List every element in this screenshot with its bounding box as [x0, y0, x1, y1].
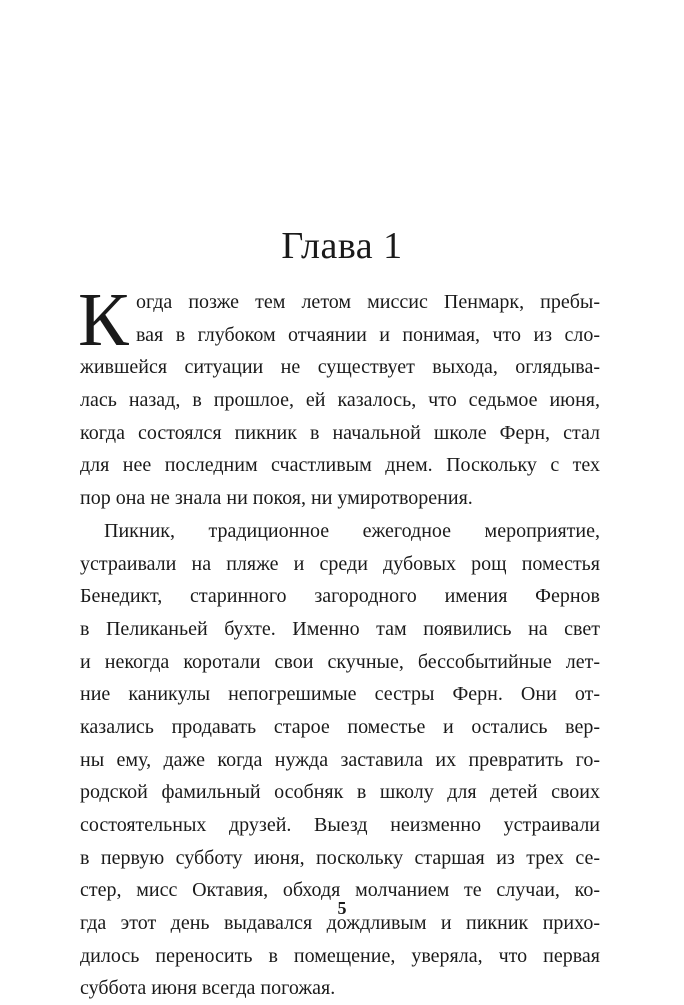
- text-line: вая в глубоком отчаянии и понимая, что из сло-: [136, 323, 600, 346]
- text-line: казались продавать старое поместье и остались вер-: [80, 715, 600, 738]
- text-line: дилось переносить в помещение, уверяла, что первая: [80, 944, 600, 967]
- text-line: суббота июня всегда погожая.: [80, 977, 336, 1000]
- text-line: для нее последним счастливым днем. Поскольку с тех: [80, 454, 600, 477]
- text-line: и некогда коротали свои скучные, бессобытийные лет-: [80, 650, 600, 673]
- text-line: ны ему, даже когда нужда заставила их превратить го-: [80, 748, 600, 771]
- text-line: устраивали на пляже и среди дубовых рощ поместья: [80, 552, 600, 575]
- text-line: родской фамильный особняк в школу для детей своих: [80, 781, 600, 804]
- paragraph-2: [80, 515, 600, 1005]
- text-line: ние каникулы непогрешимые сестры Ферн. Они от-: [80, 683, 600, 706]
- text-line: лась назад, в прошлое, ей казалось, что седьмое июня,: [80, 389, 600, 412]
- text-line: в первую субботу июня, поскольку старшая из трех се-: [80, 846, 600, 869]
- text-line: Бенедикт, старинного загородного имения Фернов: [80, 585, 600, 608]
- page-number: 5: [337, 898, 347, 918]
- text-line: состоятельных друзей. Выезд неизменно устраивали: [80, 814, 600, 836]
- text-line: гда этот день выдавался дождливым и пикник прихо-: [80, 912, 600, 935]
- text-line: жившейся ситуации не существует выхода, оглядыва-: [80, 356, 600, 379]
- text-line: стер, мисс Октавия, обходя молчанием те случаи, ко-: [80, 879, 600, 902]
- chapter-title: Глава 1: [281, 225, 403, 267]
- text-line: огда позже тем летом миссис Пенмарк, пребы-: [136, 291, 600, 313]
- drop-cap: К: [78, 278, 129, 362]
- text-line: пор она не знала ни покоя, ни умиротворения.: [80, 487, 473, 510]
- paragraph-1: [78, 278, 600, 515]
- text-line: в Пеликаньей бухте. Именно там появились на свет: [80, 617, 600, 640]
- text-line: когда состоялся пикник в начальной школе Ферн, стал: [80, 421, 600, 444]
- text-line: Пикник, традиционное ежегодное мероприятие,: [104, 519, 600, 542]
